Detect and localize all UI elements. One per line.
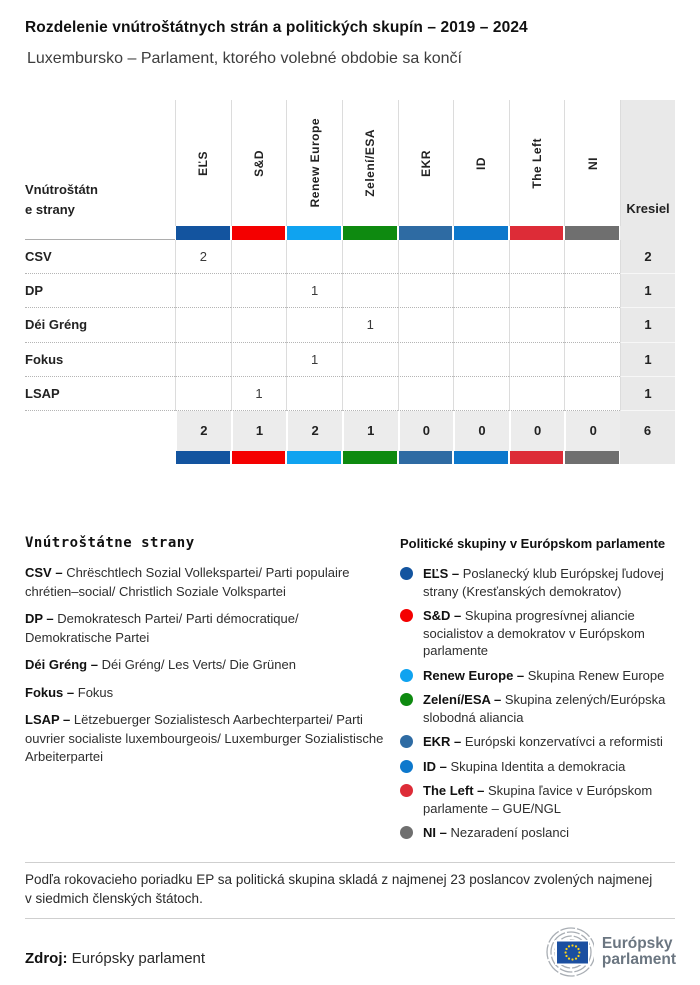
group-header-ekr bbox=[398, 100, 454, 226]
political-group-desc-5: EKR – Európski konzervatívci a reformisti bbox=[423, 734, 663, 749]
group-header-label-id: ID bbox=[474, 156, 489, 170]
bottom-color-bar-cell-greens bbox=[342, 451, 398, 464]
value-dp-ni bbox=[564, 274, 620, 308]
seats-header-cell: Kresiel bbox=[620, 100, 675, 226]
logo-word-1: Európsky bbox=[601, 935, 673, 952]
value-fokus-left bbox=[509, 343, 565, 377]
seats-5: 1 bbox=[620, 377, 675, 411]
hemicycle-flag-icon bbox=[522, 927, 594, 977]
group-color-dot-4 bbox=[400, 693, 413, 706]
total-greens: 1 bbox=[342, 411, 398, 451]
value-lsap-renew bbox=[286, 377, 342, 411]
logo-wordmark bbox=[602, 936, 676, 968]
group-color-bar-sd bbox=[232, 226, 286, 240]
page-title: Rozdelenie vnútroštátnych strán a politických skupín – 2019 – 2024 bbox=[25, 19, 528, 36]
bottom-color-bar-greens bbox=[343, 451, 397, 464]
group-header-label-ekr: EKR bbox=[418, 149, 433, 177]
seats-bar-spacer bbox=[620, 226, 675, 240]
source-value: Európsky parlament bbox=[71, 950, 206, 967]
value-dp-id bbox=[453, 274, 509, 308]
group-color-bar-renew bbox=[287, 226, 341, 240]
national-party-entry-3: Déi Gréng – Déi Gréng/ Les Verts/ Die Grünen bbox=[25, 657, 296, 672]
value-déi-gréng-ekr bbox=[398, 308, 454, 342]
group-header-label-renew: Renew Europe bbox=[307, 118, 322, 208]
political-group-abbr-7: The Left – bbox=[423, 783, 489, 798]
seats-3: 1 bbox=[620, 308, 675, 342]
national-party-entry-5: LSAP – Lëtzebuerger Sozialistesch Aarbechterpartei/ Parti ouvrier socialiste luxembourgeois/ Luxemburger Sozialistische Arbeiterpartei bbox=[25, 712, 384, 764]
value-déi-gréng-renew bbox=[286, 308, 342, 342]
bottom-color-bar-cell-left bbox=[509, 451, 565, 464]
european-parliament-logo bbox=[522, 927, 676, 977]
bottom-color-bar-renew bbox=[287, 451, 341, 464]
political-group-abbr-2: S&D – bbox=[423, 608, 465, 623]
value-csv-sd bbox=[231, 240, 287, 274]
total-ni: 0 bbox=[564, 411, 620, 451]
value-lsap-ekr bbox=[398, 377, 454, 411]
group-color-dot-1 bbox=[400, 567, 413, 580]
value-fokus-id bbox=[453, 343, 509, 377]
value-lsap-sd: 1 bbox=[231, 377, 287, 411]
group-color-dot-6 bbox=[400, 760, 413, 773]
political-group-desc-3: Renew Europe – Skupina Renew Europe bbox=[423, 667, 665, 683]
source-label: Zdroj: bbox=[25, 950, 68, 967]
political-group-entry-6 bbox=[400, 758, 676, 776]
national-parties-legend-items bbox=[25, 564, 387, 767]
value-dp-sd bbox=[231, 274, 287, 308]
national-party-abbr-5: LSAP – bbox=[25, 712, 74, 727]
party-name-4: Fokus bbox=[25, 343, 175, 377]
political-group-abbr-5: EKR – bbox=[423, 734, 465, 749]
group-color-dot-8 bbox=[400, 826, 413, 839]
seats-2: 1 bbox=[620, 274, 675, 308]
value-lsap-greens bbox=[342, 377, 398, 411]
political-group-abbr-6: ID – bbox=[423, 758, 451, 774]
value-lsap-els bbox=[175, 377, 231, 411]
seats-4: 1 bbox=[620, 343, 675, 377]
bottom-color-bar-cell-els bbox=[175, 451, 231, 464]
total-sd: 1 bbox=[231, 411, 287, 451]
group-color-bar-cell-els bbox=[175, 226, 231, 240]
party-name-5: LSAP bbox=[25, 377, 175, 411]
party-name-2: DP bbox=[25, 274, 175, 308]
row-header-label: Vnútroštátne strany bbox=[25, 182, 98, 217]
value-lsap-id bbox=[453, 377, 509, 411]
header-underline bbox=[25, 226, 175, 240]
value-csv-ekr bbox=[398, 240, 454, 274]
party-group-table bbox=[25, 100, 675, 464]
value-csv-greens bbox=[342, 240, 398, 274]
divider-top bbox=[25, 862, 675, 863]
source-line bbox=[25, 950, 205, 967]
group-color-dot-7 bbox=[400, 784, 413, 797]
group-color-bar-ni bbox=[565, 226, 619, 240]
value-déi-gréng-sd bbox=[231, 308, 287, 342]
value-csv-renew bbox=[286, 240, 342, 274]
row-header-cell bbox=[25, 100, 175, 226]
logo-word-2: parlament bbox=[601, 951, 676, 968]
political-groups-legend-title: Politické skupiny v Európskom parlamente bbox=[400, 536, 666, 551]
political-group-entry-1 bbox=[400, 565, 676, 600]
political-group-desc-2: S&D – Skupina progresívnej aliancie socialistov a demokratov v Európskom parlamente bbox=[423, 608, 645, 658]
political-group-entry-8 bbox=[400, 824, 676, 842]
group-color-bar-cell-ni bbox=[564, 226, 620, 240]
group-color-bar-cell-renew bbox=[286, 226, 342, 240]
group-header-label-left: The Left bbox=[530, 137, 545, 189]
group-header-ni bbox=[564, 100, 620, 226]
political-group-entry-3 bbox=[400, 667, 676, 685]
total-renew: 2 bbox=[286, 411, 342, 451]
footnote-text: Podľa rokovacieho poriadku EP sa politická skupina skladá z najmenej 23 poslancov zvolených najmenej v siedmich členských štátoch. bbox=[25, 872, 653, 906]
group-header-label-greens: Zelení/ESA bbox=[363, 129, 378, 197]
national-parties-legend-title: Vnútroštátne strany bbox=[25, 535, 195, 551]
total-els: 2 bbox=[175, 411, 231, 451]
value-lsap-left bbox=[509, 377, 565, 411]
party-name-3: Déi Gréng bbox=[25, 308, 175, 342]
bottom-color-bar-cell-ni bbox=[564, 451, 620, 464]
value-dp-renew: 1 bbox=[286, 274, 342, 308]
bottom-color-bar-ni bbox=[565, 451, 619, 464]
bottom-bar-spacer bbox=[25, 451, 175, 464]
value-csv-ni bbox=[564, 240, 620, 274]
page-subtitle: Luxembursko – Parlament, ktorého volebné obdobie sa končí bbox=[27, 50, 462, 67]
group-color-bar-cell-id bbox=[453, 226, 509, 240]
bottom-color-bar-left bbox=[510, 451, 564, 464]
group-color-bar-ekr bbox=[399, 226, 453, 240]
bottom-color-bar-sd bbox=[232, 451, 286, 464]
group-header-id bbox=[453, 100, 509, 226]
political-group-entry-4 bbox=[400, 691, 676, 726]
group-header-label-sd: S&D bbox=[251, 149, 266, 177]
group-header-left bbox=[509, 100, 565, 226]
value-fokus-greens bbox=[342, 343, 398, 377]
national-party-abbr-2: DP – bbox=[25, 611, 58, 626]
totals-spacer bbox=[25, 411, 175, 451]
bottom-color-bar-ekr bbox=[399, 451, 453, 464]
value-dp-els bbox=[175, 274, 231, 308]
political-groups-legend bbox=[400, 536, 676, 849]
value-fokus-renew: 1 bbox=[286, 343, 342, 377]
total-id: 0 bbox=[453, 411, 509, 451]
bottom-color-bar-id bbox=[454, 451, 508, 464]
political-group-desc-6: ID – Skupina Identita a demokracia bbox=[423, 758, 626, 774]
national-party-entry-4: Fokus – Fokus bbox=[25, 684, 114, 700]
group-color-dot-3 bbox=[400, 669, 413, 682]
national-parties-legend bbox=[25, 535, 387, 776]
total-ekr: 0 bbox=[398, 411, 454, 451]
total-left: 0 bbox=[509, 411, 565, 451]
political-group-desc-1: EĽS – Poslanecký klub Európskej ľudovej strany (Kresťanských demokratov) bbox=[423, 566, 664, 599]
bottom-color-bar-cell-ekr bbox=[398, 451, 454, 464]
party-name-1: CSV bbox=[25, 240, 175, 274]
group-header-label-ni: NI bbox=[585, 156, 600, 170]
value-csv-els: 2 bbox=[175, 240, 231, 274]
group-color-dot-5 bbox=[400, 735, 413, 748]
value-dp-ekr bbox=[398, 274, 454, 308]
group-color-dot-2 bbox=[400, 609, 413, 622]
group-color-bar-id bbox=[454, 226, 508, 240]
value-dp-greens bbox=[342, 274, 398, 308]
group-color-bar-cell-sd bbox=[231, 226, 287, 240]
divider-bottom bbox=[25, 918, 675, 919]
political-group-desc-7: The Left – Skupina ľavice v Európskom parlamente – GUE/NGL bbox=[423, 783, 653, 816]
political-group-abbr-3: Renew Europe – bbox=[423, 667, 528, 683]
political-group-abbr-1: EĽS – bbox=[423, 566, 463, 581]
group-color-bar-cell-ekr bbox=[398, 226, 454, 240]
value-fokus-ni bbox=[564, 343, 620, 377]
bottom-color-bar-cell-id bbox=[453, 451, 509, 464]
value-fokus-sd bbox=[231, 343, 287, 377]
seats-1: 2 bbox=[620, 240, 675, 274]
group-header-renew bbox=[286, 100, 342, 226]
group-color-bar-cell-greens bbox=[342, 226, 398, 240]
group-header-sd bbox=[231, 100, 287, 226]
group-color-bar-cell-left bbox=[509, 226, 565, 240]
value-csv-id bbox=[453, 240, 509, 274]
value-déi-gréng-left bbox=[509, 308, 565, 342]
national-party-entry-1: CSV – Chrëschtlech Sozial Vollekspartei/ Parti populaire chrétien–social/ Christlich Soziale Volkspartei bbox=[25, 565, 350, 599]
political-group-desc-4: Zelení/ESA – Skupina zelených/Európska slobodná aliancia bbox=[423, 692, 666, 725]
political-group-entry-7 bbox=[400, 782, 676, 817]
group-header-els bbox=[175, 100, 231, 226]
value-déi-gréng-id bbox=[453, 308, 509, 342]
group-color-bar-left bbox=[510, 226, 564, 240]
group-color-bar-els bbox=[176, 226, 230, 240]
value-déi-gréng-greens: 1 bbox=[342, 308, 398, 342]
seats-bottom-spacer bbox=[620, 451, 675, 464]
value-fokus-els bbox=[175, 343, 231, 377]
bottom-color-bar-cell-renew bbox=[286, 451, 342, 464]
political-group-entry-5 bbox=[400, 733, 676, 751]
political-group-abbr-8: NI – bbox=[423, 825, 451, 840]
value-déi-gréng-ni bbox=[564, 308, 620, 342]
total-seats: 6 bbox=[620, 411, 675, 451]
national-party-entry-2: DP – Demokratesch Partei/ Parti démocratique/ Demokratische Partei bbox=[25, 611, 299, 645]
national-party-abbr-1: CSV – bbox=[25, 565, 67, 580]
group-header-greens bbox=[342, 100, 398, 226]
national-party-abbr-3: Déi Gréng – bbox=[25, 657, 102, 672]
political-group-desc-8: NI – Nezaradení poslanci bbox=[423, 825, 569, 840]
value-dp-left bbox=[509, 274, 565, 308]
group-header-label-els: EĽS bbox=[196, 150, 211, 176]
bottom-color-bar-els bbox=[176, 451, 230, 464]
value-lsap-ni bbox=[564, 377, 620, 411]
value-csv-left bbox=[509, 240, 565, 274]
national-party-abbr-4: Fokus – bbox=[25, 684, 78, 700]
value-fokus-ekr bbox=[398, 343, 454, 377]
political-group-abbr-4: Zelení/ESA – bbox=[423, 692, 505, 707]
political-groups-legend-items bbox=[400, 565, 676, 842]
bottom-color-bar-cell-sd bbox=[231, 451, 287, 464]
political-group-entry-2 bbox=[400, 607, 676, 660]
value-déi-gréng-els bbox=[175, 308, 231, 342]
group-color-bar-greens bbox=[343, 226, 397, 240]
